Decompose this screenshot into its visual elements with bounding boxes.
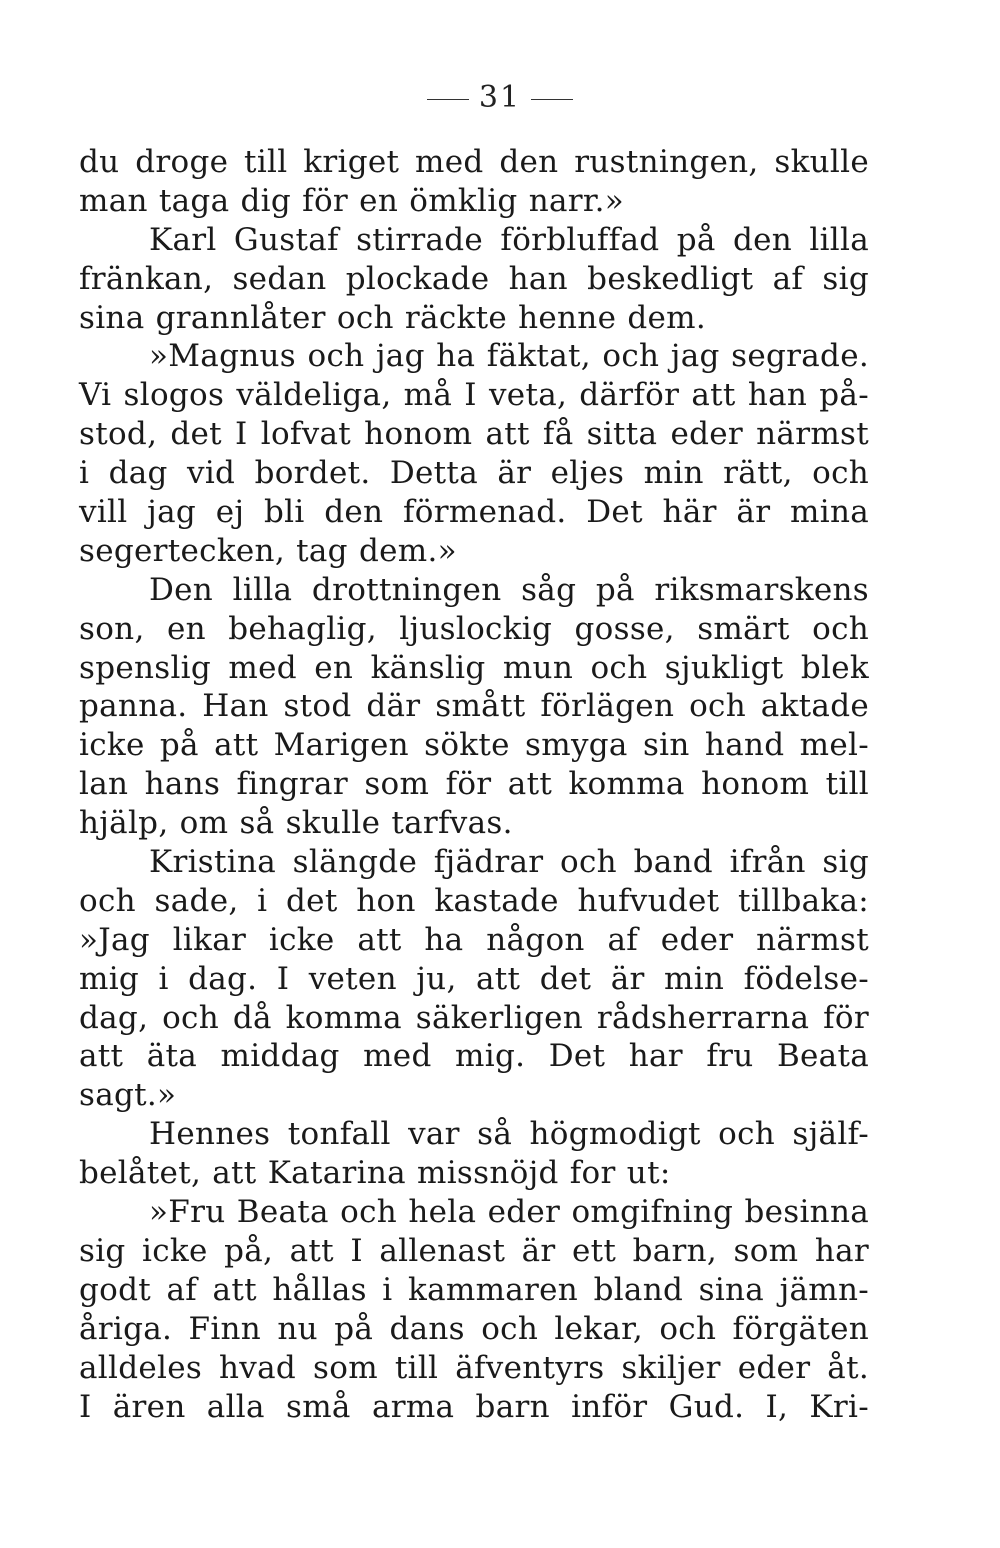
text-line: icke på att Marigen sökte smyga sin hand mel- [79, 727, 869, 764]
text-line: vill jag ej bli den förmenad. Det här är mina [79, 494, 869, 531]
text-line: Kristina slängde fjädrar och band ifrån sig [149, 844, 869, 881]
text-line: son, en behaglig, ljuslockig gosse, smärt och [79, 610, 869, 647]
header-dash-right [531, 99, 573, 100]
text-line: »Jag likar icke att ha någon af eder närmst [79, 921, 869, 958]
text-line: åriga. Finn nu på dans och lekar, och förgäten [79, 1310, 869, 1347]
text-line: man taga dig för en ömklig narr.» [79, 182, 625, 219]
text-line: sagt.» [79, 1077, 177, 1114]
text-line: belåtet, att Katarina missnöjd for ut: [79, 1155, 671, 1192]
text-line: Vi slogos väldeliga, må I veta, därför att han på- [79, 377, 869, 414]
text-line: hjälp, om så skulle tarfvas. [79, 805, 513, 842]
text-line: Karl Gustaf stirrade förbluffad på den lilla [149, 221, 869, 258]
body-text [79, 143, 869, 1426]
text-line: alldeles hvad som till äfventyrs skiljer eder åt. [79, 1349, 869, 1386]
page-number: 31 [478, 80, 522, 115]
text-line: i dag vid bordet. Detta är eljes min rätt, och [79, 455, 869, 492]
page-number-header [0, 80, 1000, 115]
text-line: stod, det I lofvat honom att få sitta eder närmst [79, 416, 869, 453]
text-line: »Fru Beata och hela eder omgifning besinna [149, 1194, 869, 1231]
text-line: panna. Han stod där smått förlägen och aktade [79, 688, 869, 725]
text-line: sina grannlåter och räckte henne dem. [79, 299, 707, 336]
text-line: »Magnus och jag ha fäktat, och jag segrade. [149, 338, 869, 375]
text-line: Hennes tonfall var så högmodigt och själf- [149, 1116, 869, 1153]
header-dash-left [427, 99, 469, 100]
text-line: sig icke på, att I allenast är ett barn, som har [79, 1232, 869, 1269]
text-line: Den lilla drottningen såg på riksmarskens [149, 571, 869, 608]
text-line: och sade, i det hon kastade hufvudet tillbaka: [79, 882, 869, 919]
text-line: du droge till kriget med den rustningen, skulle [79, 144, 869, 180]
text-line: att äta middag med mig. Det har fru Beata [79, 1038, 869, 1075]
text-line: I ären alla små arma barn inför Gud. I, Kri- [79, 1388, 869, 1425]
text-line: mig i dag. I veten ju, att det är min födelse- [79, 960, 869, 997]
text-line: dag, och då komma säkerligen rådsherrarna för [79, 999, 869, 1036]
text-line: segertecken, tag dem.» [79, 532, 457, 569]
text-line: godt af att hållas i kammaren bland sina jämn- [79, 1271, 869, 1308]
text-line: fränkan, sedan plockade han beskedligt af sig [79, 260, 869, 297]
text-line: lan hans fingrar som för att komma honom till [79, 766, 869, 803]
text-line: spenslig med en känslig mun och sjukligt blek [79, 649, 869, 686]
